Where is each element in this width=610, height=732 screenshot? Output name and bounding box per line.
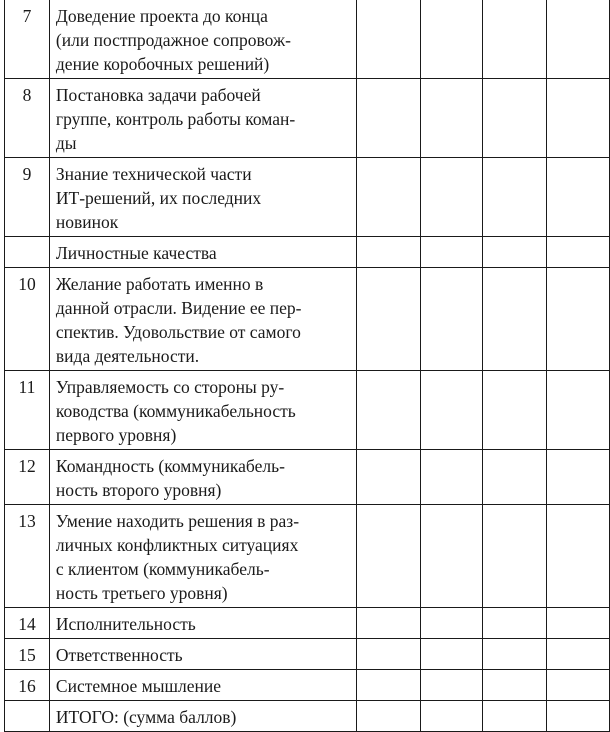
criterion-cell [49, 608, 356, 639]
score-cell [547, 79, 610, 158]
score-cell [420, 237, 483, 268]
criterion-text-line: Желание работать именно в [55, 274, 264, 294]
row-number: 13 [5, 505, 50, 608]
criterion-text-line: новинок [55, 212, 119, 232]
criterion-cell [49, 268, 356, 371]
score-cell [547, 701, 610, 732]
table-row [5, 237, 610, 268]
criterion-cell [49, 639, 356, 670]
score-cell [483, 371, 547, 450]
table-row [5, 158, 610, 237]
criterion-text-line: Исполнительность [55, 614, 196, 634]
score-cell [420, 608, 483, 639]
score-cell [356, 670, 420, 701]
table-row [5, 450, 610, 505]
criterion-text-line: Управляемость со стороны ру- [55, 377, 285, 397]
table-row [5, 639, 610, 670]
score-cell [547, 158, 610, 237]
score-cell [420, 505, 483, 608]
score-cell [483, 0, 547, 79]
score-cell [420, 701, 483, 732]
score-cell [356, 450, 420, 505]
table-row [5, 79, 610, 158]
score-cell [356, 268, 420, 371]
criterion-text-line: ИТОГО: (сумма баллов) [55, 707, 237, 727]
score-cell [356, 371, 420, 450]
score-cell [547, 237, 610, 268]
criterion-text-line: Командность (коммуникабель- [55, 456, 285, 476]
criterion-text-line: группе, контроль работы коман- [55, 109, 296, 129]
score-cell [356, 158, 420, 237]
score-cell [483, 450, 547, 505]
score-cell [547, 268, 610, 371]
score-cell [483, 237, 547, 268]
score-cell [356, 237, 420, 268]
row-number: 10 [5, 268, 50, 371]
criterion-text-line: ководства (коммуникабельность [55, 401, 296, 421]
criterion-text-line: спектив. Удовольствие от самого [55, 322, 301, 342]
criterion-cell [49, 0, 356, 79]
criterion-text-line: личных конфликтных ситуациях [55, 535, 299, 555]
score-cell [420, 639, 483, 670]
score-cell [420, 371, 483, 450]
table-row [5, 670, 610, 701]
score-cell [547, 505, 610, 608]
criterion-text-line: первого уровня) [55, 425, 177, 445]
score-cell [547, 639, 610, 670]
criterion-text-line: (или постпродажное сопровож- [55, 30, 291, 50]
criterion-cell [49, 158, 356, 237]
score-cell [356, 701, 420, 732]
row-number: 11 [5, 371, 50, 450]
score-cell [356, 505, 420, 608]
criterion-text-line: Личностные качества [55, 243, 217, 263]
table-row [5, 371, 610, 450]
score-cell [356, 79, 420, 158]
score-cell [483, 670, 547, 701]
row-number [5, 701, 50, 732]
score-cell [420, 670, 483, 701]
table-row [5, 701, 610, 732]
criterion-text-line: Постановка задачи рабочей [55, 85, 261, 105]
row-number: 14 [5, 608, 50, 639]
table-body [5, 0, 610, 732]
criteria-table [4, 0, 610, 732]
score-cell [420, 450, 483, 505]
score-cell [420, 79, 483, 158]
criterion-text-line: с клиентом (коммуникабель- [55, 559, 270, 579]
criterion-cell [49, 701, 356, 732]
score-cell [483, 505, 547, 608]
score-cell [483, 158, 547, 237]
criterion-cell [49, 237, 356, 268]
criterion-text-line: ность второго уровня) [55, 480, 222, 500]
criterion-text-line: Доведение проекта до конца [55, 6, 268, 26]
criterion-text-line: ды [55, 133, 77, 153]
row-number: 7 [5, 0, 50, 79]
criterion-text-line: Умение находить решения в раз- [55, 511, 300, 531]
score-cell [420, 268, 483, 371]
score-cell [356, 639, 420, 670]
table-row [5, 0, 610, 79]
score-cell [547, 608, 610, 639]
score-cell [483, 268, 547, 371]
criterion-text-line: дение коробочных решений) [55, 54, 270, 74]
row-number: 8 [5, 79, 50, 158]
score-cell [547, 0, 610, 79]
score-cell [547, 371, 610, 450]
table-row [5, 505, 610, 608]
score-cell [483, 79, 547, 158]
row-number [5, 237, 50, 268]
row-number: 15 [5, 639, 50, 670]
criterion-text-line: ность третьего уровня) [55, 583, 228, 603]
criterion-text-line: Знание технической части [55, 164, 252, 184]
table-row [5, 608, 610, 639]
criterion-cell [49, 450, 356, 505]
score-cell [420, 0, 483, 79]
score-cell [547, 450, 610, 505]
criterion-text-line: Системное мышление [55, 676, 221, 696]
criterion-cell [49, 670, 356, 701]
score-cell [420, 158, 483, 237]
row-number: 12 [5, 450, 50, 505]
criterion-cell [49, 371, 356, 450]
score-cell [356, 0, 420, 79]
criterion-text-line: вида деятельности. [55, 346, 200, 366]
score-cell [483, 608, 547, 639]
score-cell [547, 670, 610, 701]
score-cell [356, 608, 420, 639]
row-number: 9 [5, 158, 50, 237]
row-number: 16 [5, 670, 50, 701]
criterion-cell [49, 505, 356, 608]
criterion-text-line: ИТ-решений, их последних [55, 188, 262, 208]
criterion-text-line: Ответственность [55, 645, 183, 665]
table-row [5, 268, 610, 371]
score-cell [483, 701, 547, 732]
criterion-cell [49, 79, 356, 158]
score-cell [483, 639, 547, 670]
criterion-text-line: данной отрасли. Видение ее пер- [55, 298, 302, 318]
